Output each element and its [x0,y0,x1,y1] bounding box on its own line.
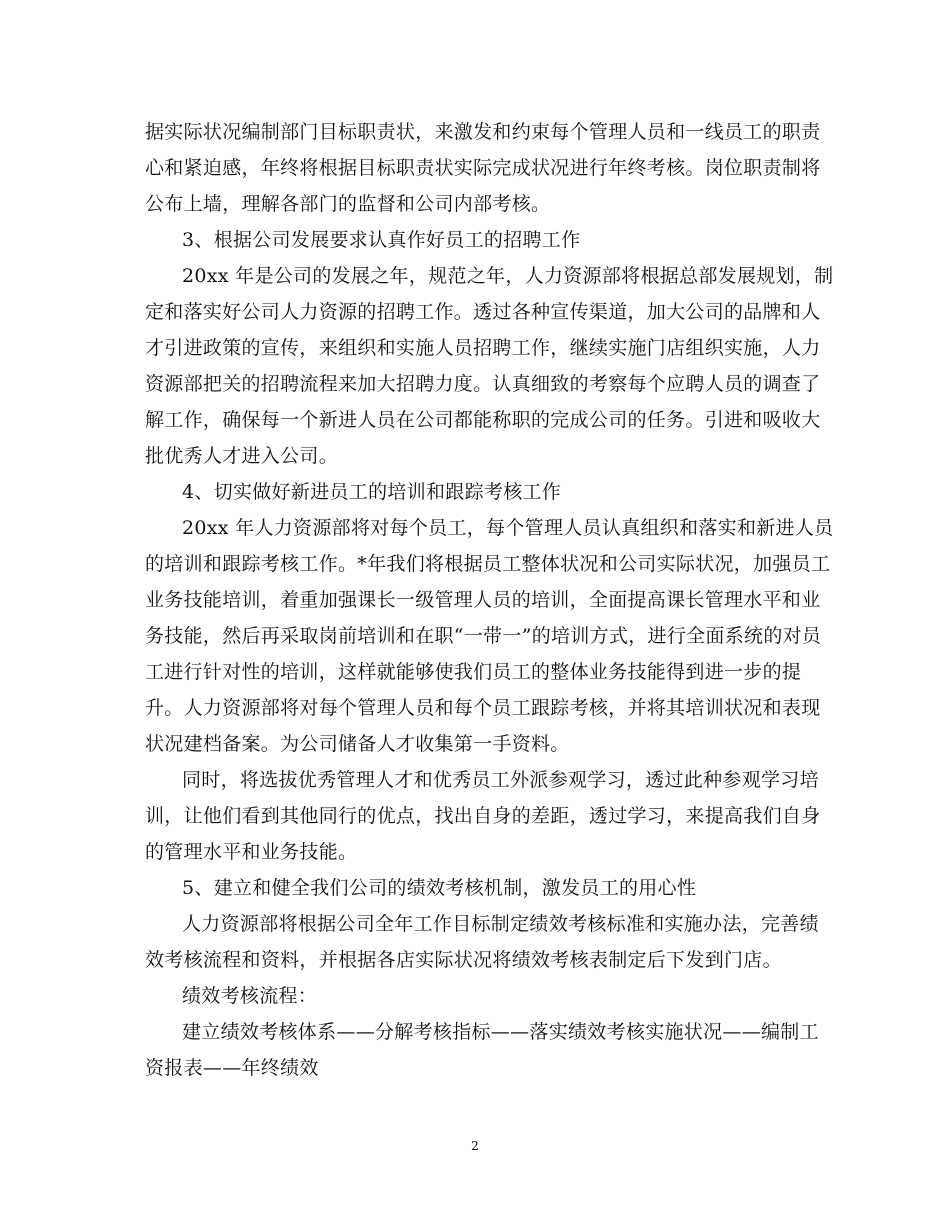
text-line: 定和落实好公司人力资源的招聘工作。透过各种宣传渠道，加大公司的品牌和人 [145,301,821,323]
text-line: 工进行针对性的培训，这样就能够使我们员工的整体业务技能得到进一步的提 [145,661,802,683]
page-number: 2 [471,1139,479,1153]
text-line: 建立绩效考核体系——分解考核指标——落实绩效考核实施状况——编制工 [182,1021,819,1043]
section-heading: 5、建立和健全我们公司的绩效考核机制，激发员工的用心性 [182,877,697,899]
text-line: 同时，将选拔优秀管理人才和优秀员工外派参观学习，透过此种参观学习培 [182,769,819,791]
text-line: 训，让他们看到其他同行的优点，找出自身的差距，透过学习，来提高我们自身 [145,805,821,827]
text-line: 20xx 年是公司的发展之年，规范之年，人力资源部将根据总部发展规划，制 [182,265,834,287]
section-heading: 3、根据公司发展要求认真作好员工的招聘工作 [182,229,581,251]
text-line: 据实际状况编制部门目标职责状，来激发和约束每个管理人员和一线员工的职责 [145,121,821,143]
text-line: 资源部把关的招聘流程来加大招聘力度。认真细致的考察每个应聘人员的调查了 [145,373,821,395]
text-line: 业务技能培训，着重加强课长一级管理人员的培训，全面提高课长管理水平和业 [145,589,821,611]
text-line: 的培训和跟踪考核工作。*年我们将根据员工整体状况和公司实际状况，加强员工 [145,553,831,575]
text-line: 解工作，确保每一个新进人员在公司都能称职的完成公司的任务。引进和吸收大 [145,409,821,431]
text-line: 资报表——年终绩效 [145,1057,319,1079]
text-line: 升。人力资源部将对每个管理人员和每个员工跟踪考核，并将其培训状况和表现 [145,697,821,719]
text-line: 效考核流程和资料，并根据各店实际状况将绩效考核表制定后下发到门店。 [145,949,782,971]
text-line: 才引进政策的宣传，来组织和实施人员招聘工作，继续实施门店组织实施，人力 [145,337,821,359]
text-line: 公布上墙，理解各部门的监督和公司内部考核。 [145,193,551,215]
text-line: 人力资源部将根据公司全年工作目标制定绩效考核标准和实施办法，完善绩 [182,913,819,935]
text-line: 心和紧迫感，年终将根据目标职责状实际完成状况进行年终考核。岗位职责制将 [145,157,821,179]
text-line: 绩效考核流程： [182,985,318,1007]
section-heading: 4、切实做好新进员工的培训和跟踪考核工作 [182,481,562,503]
text-line: 20xx 年人力资源部将对每个员工，每个管理人员认真组织和落实和新进人员 [182,517,834,539]
text-line: 状况建档备案。为公司储备人才收集第一手资料。 [145,733,570,755]
text-line: 务技能，然后再采取岗前培训和在职“一带一”的培训方式，进行全面系统的对员 [145,625,822,647]
text-line: 批优秀人才进入公司。 [145,445,339,467]
text-line: 的管理水平和业务技能。 [145,841,358,863]
